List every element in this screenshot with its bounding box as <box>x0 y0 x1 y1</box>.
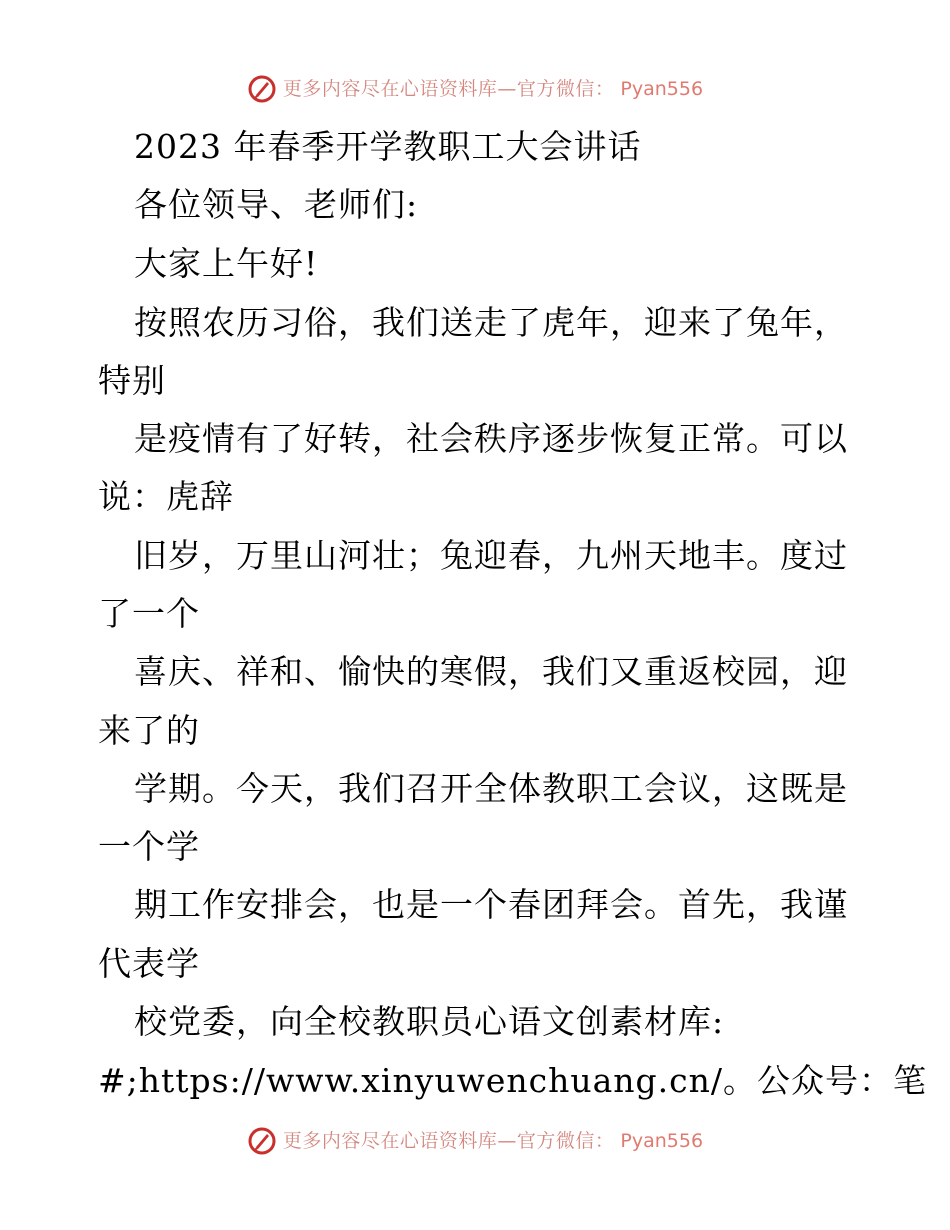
quill-seal-icon <box>247 1126 277 1156</box>
doc-line: 了一个 <box>98 594 200 633</box>
doc-line: 校党委，向全校教职员心语文创素材库: <box>134 1002 725 1041</box>
footer-watermark <box>0 1126 950 1156</box>
doc-line: 学期。今天，我们召开全体教职工会议，这既是 <box>134 769 848 808</box>
doc-line: 说：虎辞 <box>98 477 234 516</box>
doc-line: 旧岁，万里山河壮；兔迎春，九州天地丰。度过 <box>134 536 848 575</box>
header-watermark <box>0 74 950 104</box>
doc-line: 特别 <box>98 361 166 400</box>
watermark-id: Pyan556 <box>620 1130 704 1152</box>
doc-line: 是疫情有了好转，社会秩序逐步恢复正常。可以 <box>134 419 848 458</box>
doc-line: 按照农历习俗，我们送走了虎年，迎来了兔年， <box>134 303 848 342</box>
doc-title: 2023 年春季开学教职工大会讲话 <box>134 127 642 166</box>
doc-line: 各位领导、老师们: <box>134 185 419 224</box>
doc-line: 代表学 <box>98 944 200 983</box>
quill-seal-icon <box>247 74 277 104</box>
watermark-id: Pyan556 <box>620 78 704 100</box>
doc-line: 一个学 <box>98 827 200 866</box>
doc-line: #;https://www.xinyuwenchuang.cn/。公众号：笔 <box>98 1061 928 1100</box>
doc-line: 来了的 <box>98 711 200 750</box>
doc-line: 大家上午好! <box>134 244 319 283</box>
watermark-text: 更多内容尽在心语资料库—官方微信： <box>282 78 615 100</box>
doc-line: 期工作安排会，也是一个春团拜会。首先，我谨 <box>134 885 848 924</box>
doc-line: 喜庆、祥和、愉快的寒假，我们又重返校园，迎 <box>134 652 848 691</box>
watermark-text: 更多内容尽在心语资料库—官方微信： <box>282 1130 615 1152</box>
